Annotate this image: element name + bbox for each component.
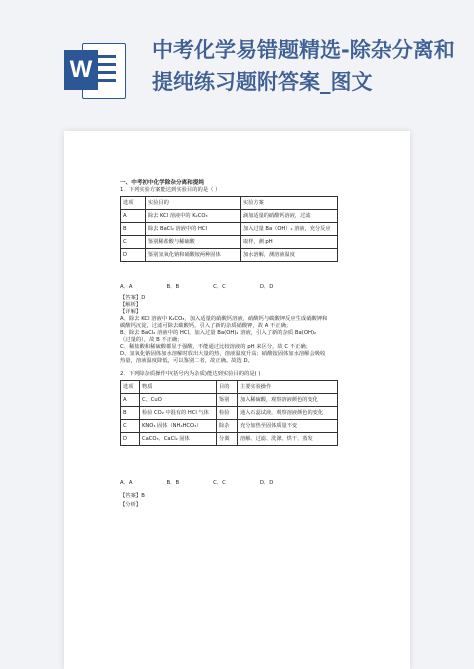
table-cell: 取样，测 pH: [241, 236, 338, 249]
table-cell: A: [121, 210, 146, 223]
question-2-stem: 2．下列除杂质操作中(括号内为杂质)能达到实验目的的是( ): [120, 371, 261, 377]
option-a: A．A: [120, 284, 133, 290]
table-header-cell: 主要实验操作: [238, 381, 338, 394]
table-row: [121, 420, 338, 433]
explanation-line: C、稀盐酸和稀硫酸都显于强酸，不能通过比较溶液的 pH 来区分，故 C 不正确；: [120, 344, 311, 350]
table-cell: 鉴别氢氧化钠和硝酸铵两种固体: [146, 249, 241, 262]
question-1-stem: 1．下列实验方案能达到实验目的的是（ ）: [120, 187, 221, 193]
option-b: B．B: [166, 480, 180, 486]
table-cell: 除杂: [217, 420, 238, 433]
table-header-cell: 实验方案: [241, 197, 338, 210]
question-2-options: [120, 480, 340, 487]
table-cell: 滴加适量的硝酸钙溶液，过滤: [241, 210, 338, 223]
document-content: [120, 180, 340, 509]
table-cell: 溶解、过滤、洗涤、烘干、蒸发: [238, 433, 338, 446]
option-a: A．A: [120, 480, 133, 486]
table-cell: A: [121, 394, 140, 407]
detail-label: 【详解】: [120, 309, 142, 315]
table-cell: D: [121, 433, 140, 446]
table-cell: B: [121, 407, 140, 420]
table-header-cell: 实验目的: [146, 197, 241, 210]
word-icon-letter: W: [64, 50, 98, 90]
explanation-line: D、氢氧化钠固体加水溶解时放出大量的热，溶液温度升高；硝酸铵固体加水溶解会吸收: [120, 351, 326, 357]
table-cell: 加入过量 Ba（OH）₂ 溶液，充分反应: [241, 223, 338, 236]
table-row: [121, 249, 338, 262]
option-d: D．D: [259, 480, 274, 486]
table-cell: C、CuO: [140, 394, 217, 407]
table-header-cell: 选项: [121, 197, 146, 210]
table-header-cell: 物质: [140, 381, 217, 394]
question-2-table: [120, 380, 338, 446]
table-cell: D: [121, 249, 146, 262]
table-row: [121, 236, 338, 249]
table-cell: C: [121, 236, 146, 249]
table-cell: 鉴别稀盐酸与稀硫酸: [146, 236, 241, 249]
table-cell: 检验 CO₂ 中混有的 HCl 气体: [140, 407, 217, 420]
table-cell: 充分加热至固体质量不变: [238, 420, 338, 433]
table-cell: 除去 BaCl₂ 溶液中的 HCl: [146, 223, 241, 236]
table-header-cell: 选项: [121, 381, 140, 394]
table-cell: C: [121, 420, 140, 433]
table-header-cell: 目的: [217, 381, 238, 394]
table-cell: B: [121, 223, 146, 236]
table-cell: CaCO₃、CaCl₂ 固体: [140, 433, 217, 446]
answer-label: 【答案】D: [120, 295, 146, 301]
option-c: C．C: [213, 480, 226, 486]
explanation-line: A、除去 KCl 溶液中 K₂CO₃，加入适量的硝酸钙溶液，硝酸钙与碳酸钾反应生成硝酸钾和: [120, 316, 328, 322]
question-1-table: [120, 196, 338, 262]
analysis-label: 【分析】: [120, 502, 142, 508]
option-c: C．C: [213, 284, 226, 290]
table-row: [121, 407, 338, 420]
table-cell: 除去 KCl 溶液中的 K₂CO₃: [146, 210, 241, 223]
explanation-line: 碳酸钙沉淀，过滤可除去碳酸钙，引入了新的杂质硝酸钾，故 A 不正确；: [120, 323, 292, 329]
table-cell: 分离: [217, 433, 238, 446]
table-cell: 检验: [217, 407, 238, 420]
section-title: 一、中考初中化学除杂分离和提纯: [120, 180, 204, 186]
analysis-label: 【解析】: [120, 302, 142, 308]
explanation-line: 热量，溶液温度降低，可以鉴别二者，故正确。故选 D。: [120, 358, 253, 364]
table-header-row: [121, 197, 338, 210]
question-1-options: [120, 284, 340, 291]
table-row: [121, 223, 338, 236]
table-cell: KNO₃ 固体（NH₄HCO₃）: [140, 420, 217, 433]
table-cell: 鉴别: [217, 394, 238, 407]
table-cell: 加水溶解，测溶液温度: [241, 249, 338, 262]
table-row: [121, 210, 338, 223]
table-row: [121, 394, 338, 407]
option-d: D．D: [259, 284, 274, 290]
explanation-line: （过量的），故 B 不正确；: [120, 337, 183, 343]
word-icon: [64, 41, 126, 99]
table-header-row: [121, 381, 338, 394]
option-b: B．B: [166, 284, 180, 290]
header-banner: [0, 0, 474, 122]
explanation-line: B、除去 BaCl₂ 溶液中的 HCl，加入过量 Ba(OH)₂ 溶液，引入了新的杂质 Ba(OH)₂: [120, 330, 317, 336]
answer-label: 【答案】B: [120, 493, 145, 499]
page-title: 中考化学易错题精选-除杂分离和提纯练习题附答案_图文: [152, 38, 455, 94]
table-cell: 加入稀硫酸，观察溶液颜色的变化: [238, 394, 338, 407]
table-cell: 通入石蕊试液，观察溶液颜色的变化: [238, 407, 338, 420]
table-row: [121, 433, 338, 446]
